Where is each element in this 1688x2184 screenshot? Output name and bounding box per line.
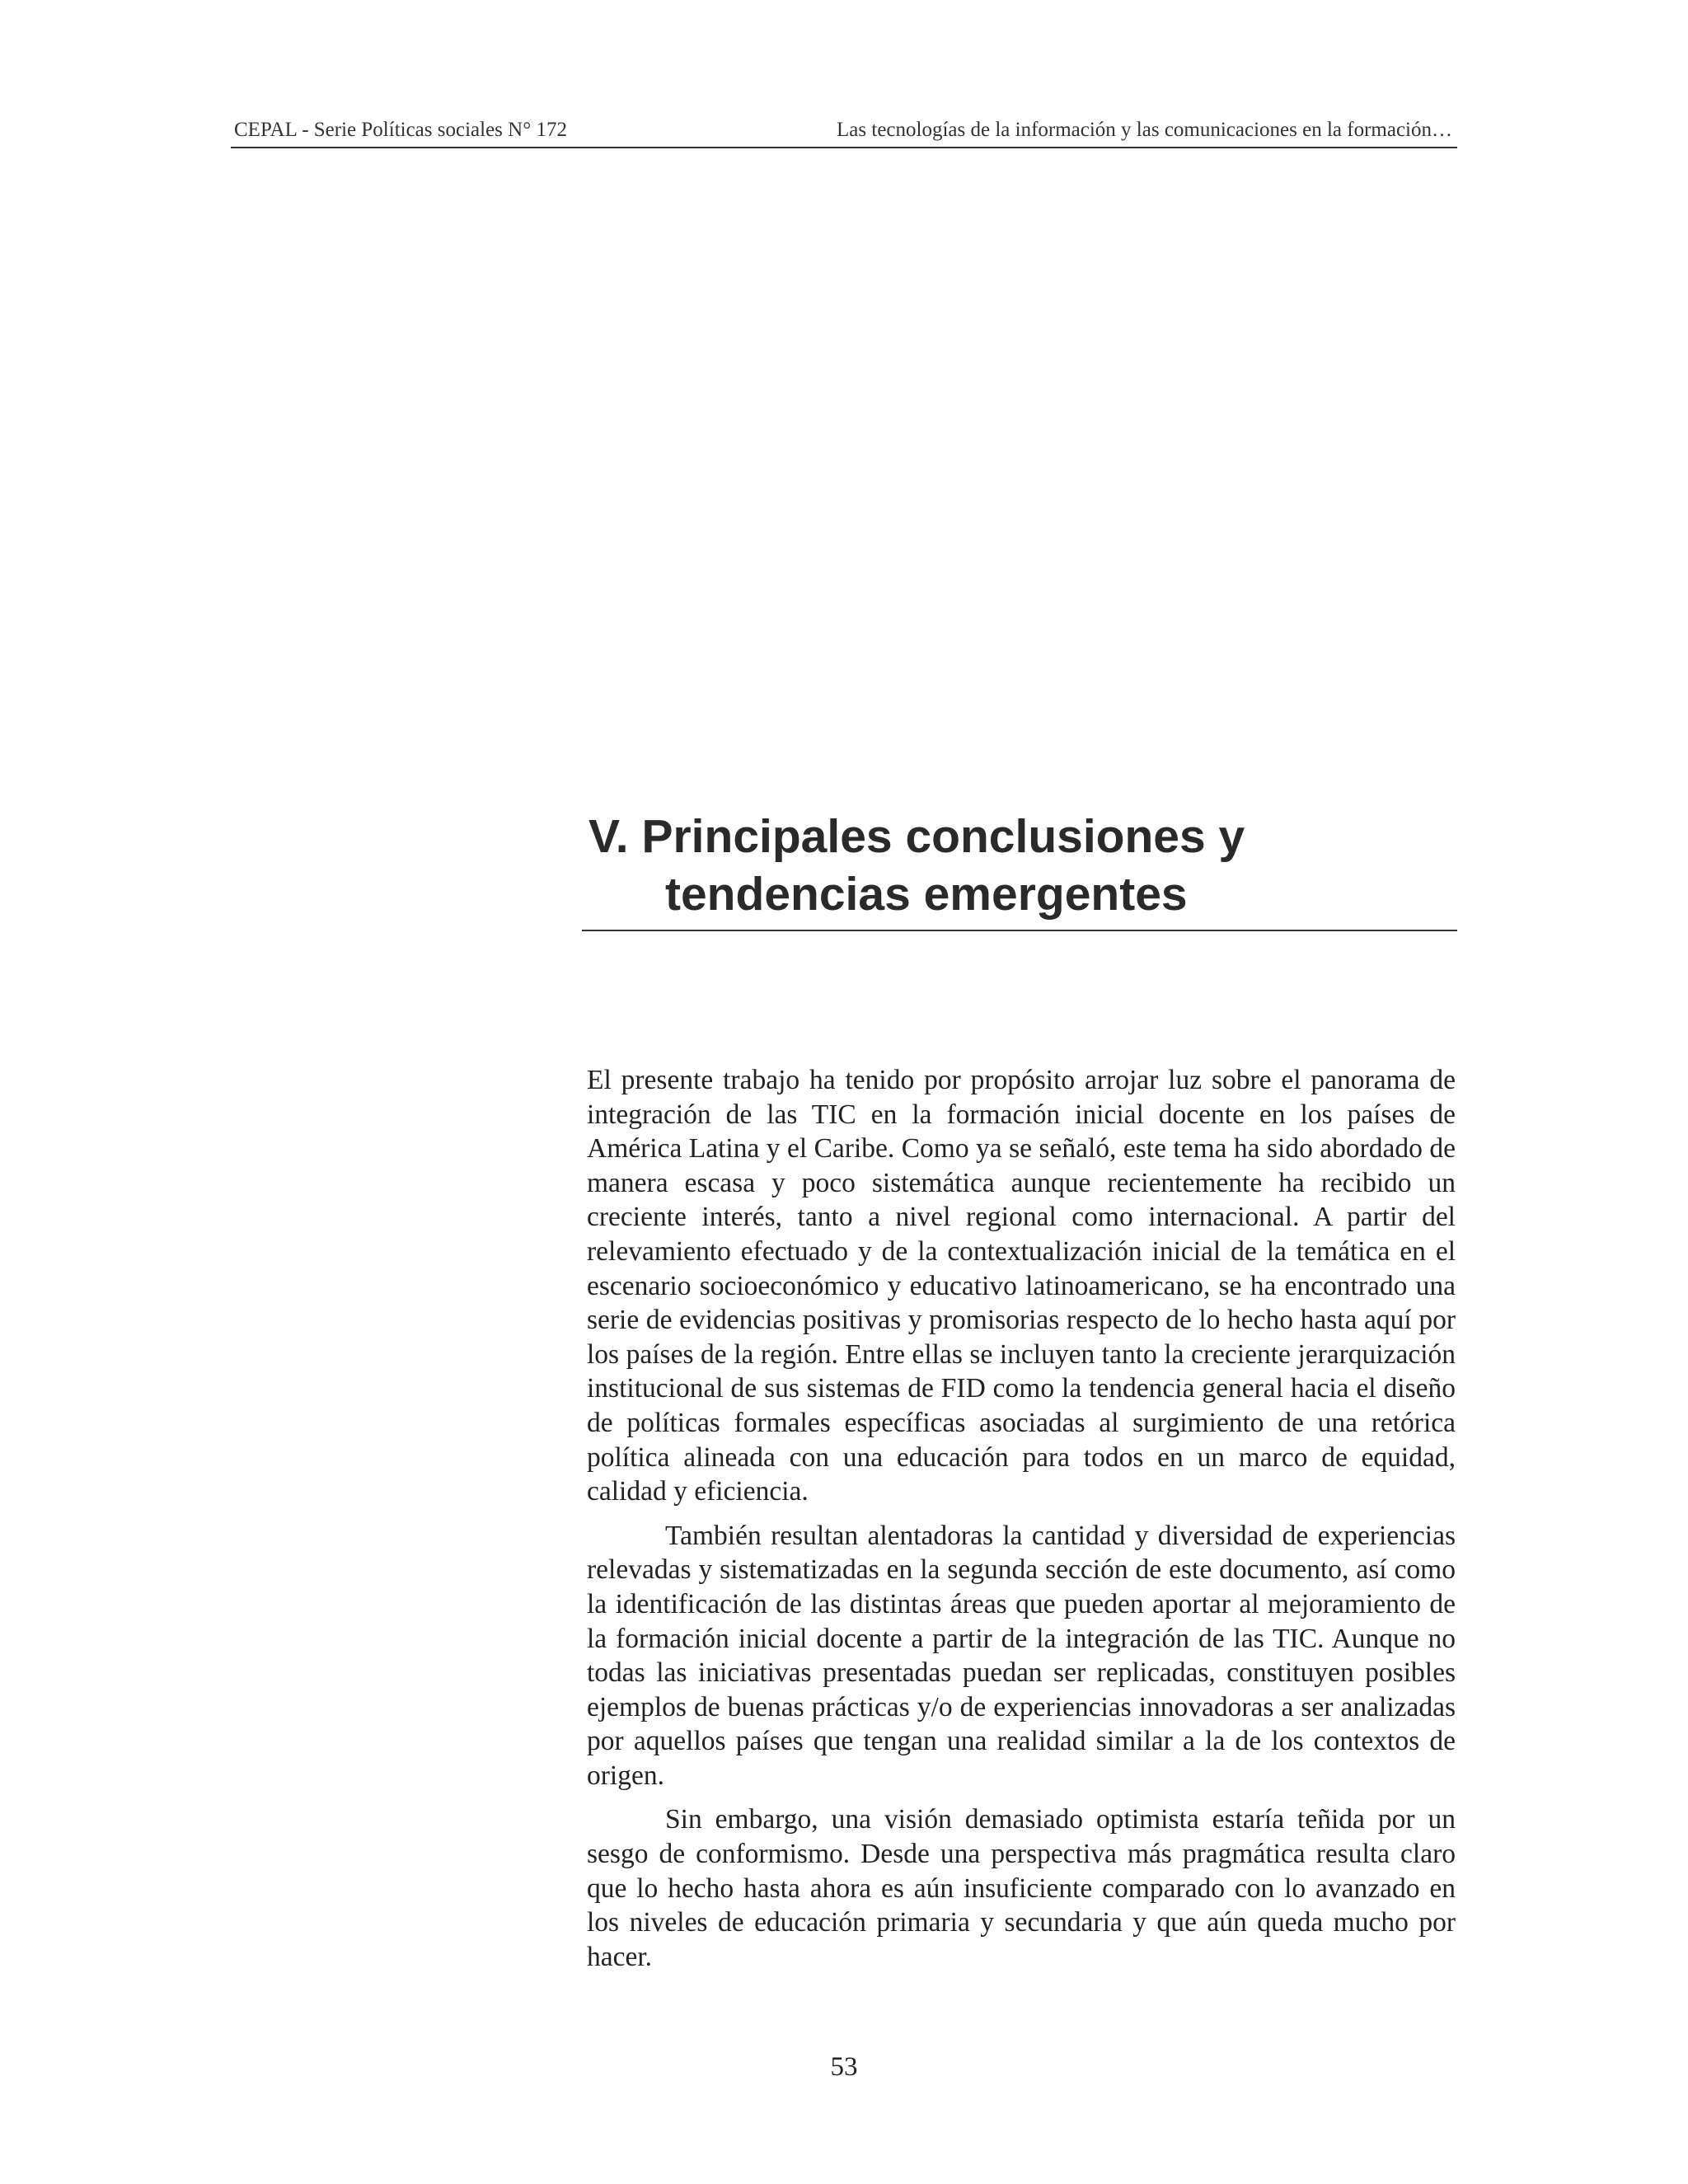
page-number: 53 — [830, 2052, 858, 2082]
header-document-title: Las tecnologías de la información y las comunicaciones en la formación… — [837, 119, 1452, 141]
body-text — [587, 1063, 1456, 1984]
paragraph: Sin embargo, una visión demasiado optimista estaría teñida por un sesgo de conformismo. Desde una perspectiva más pragmática resulta claro que lo hecho hasta ahora es aún insuficiente comparado con lo avanzado en los niveles de educación primaria y secundaria y que aún queda mucho por hacer. — [587, 1804, 1456, 1972]
chapter-title-line-2: tendencias emergentes — [665, 868, 1188, 921]
chapter-heading — [582, 808, 1457, 931]
chapter-title-line-1: V. Principales conclusiones y — [588, 810, 1245, 863]
header-series-title: CEPAL - Serie Políticas sociales N° 172 — [234, 119, 567, 141]
paragraph: El presente trabajo ha tenido por propósito arrojar luz sobre el panorama de integración de las TIC en la formación inicial docente en los países de América Latina y el Caribe. Como ya se señaló, este tema ha sido abordado de manera escasa y poco sistemática aunque recientemente ha recibido un creciente interés, tanto a nivel regional como internacional. A partir del relevamiento efectuado y de la contextualización inicial de la temática en el escenario socioeconómico y educativo latinoamericano, se ha encontrado una serie de evidencias positivas y promisorias respecto de lo hecho hasta aquí por los países de la región. Entre ellas se incluyen tanto la creciente jerarquización institucional de sus sistemas de FID como la tendencia general hacia el diseño de políticas formales específicas asociadas al surgimiento de una retórica política alineada con una educación para todos en un marco de equidad, calidad y eficiencia. — [587, 1065, 1456, 1507]
running-header — [231, 112, 1457, 148]
paragraph: También resultan alentadoras la cantidad y diversidad de experiencias relevadas y sistematizadas en la segunda sección de este documento, así como la identificación de las distintas áreas que pueden aportar al mejoramiento de la formación inicial docente a partir de la integración de las TIC. Aunque no todas las iniciativas presentadas puedan ser replicadas, constituyen posibles ejemplos de buenas prácticas y/o de experiencias innovadoras a ser analizadas por aquellos países que tengan una realidad similar a la de los contextos de origen. — [587, 1520, 1456, 1791]
